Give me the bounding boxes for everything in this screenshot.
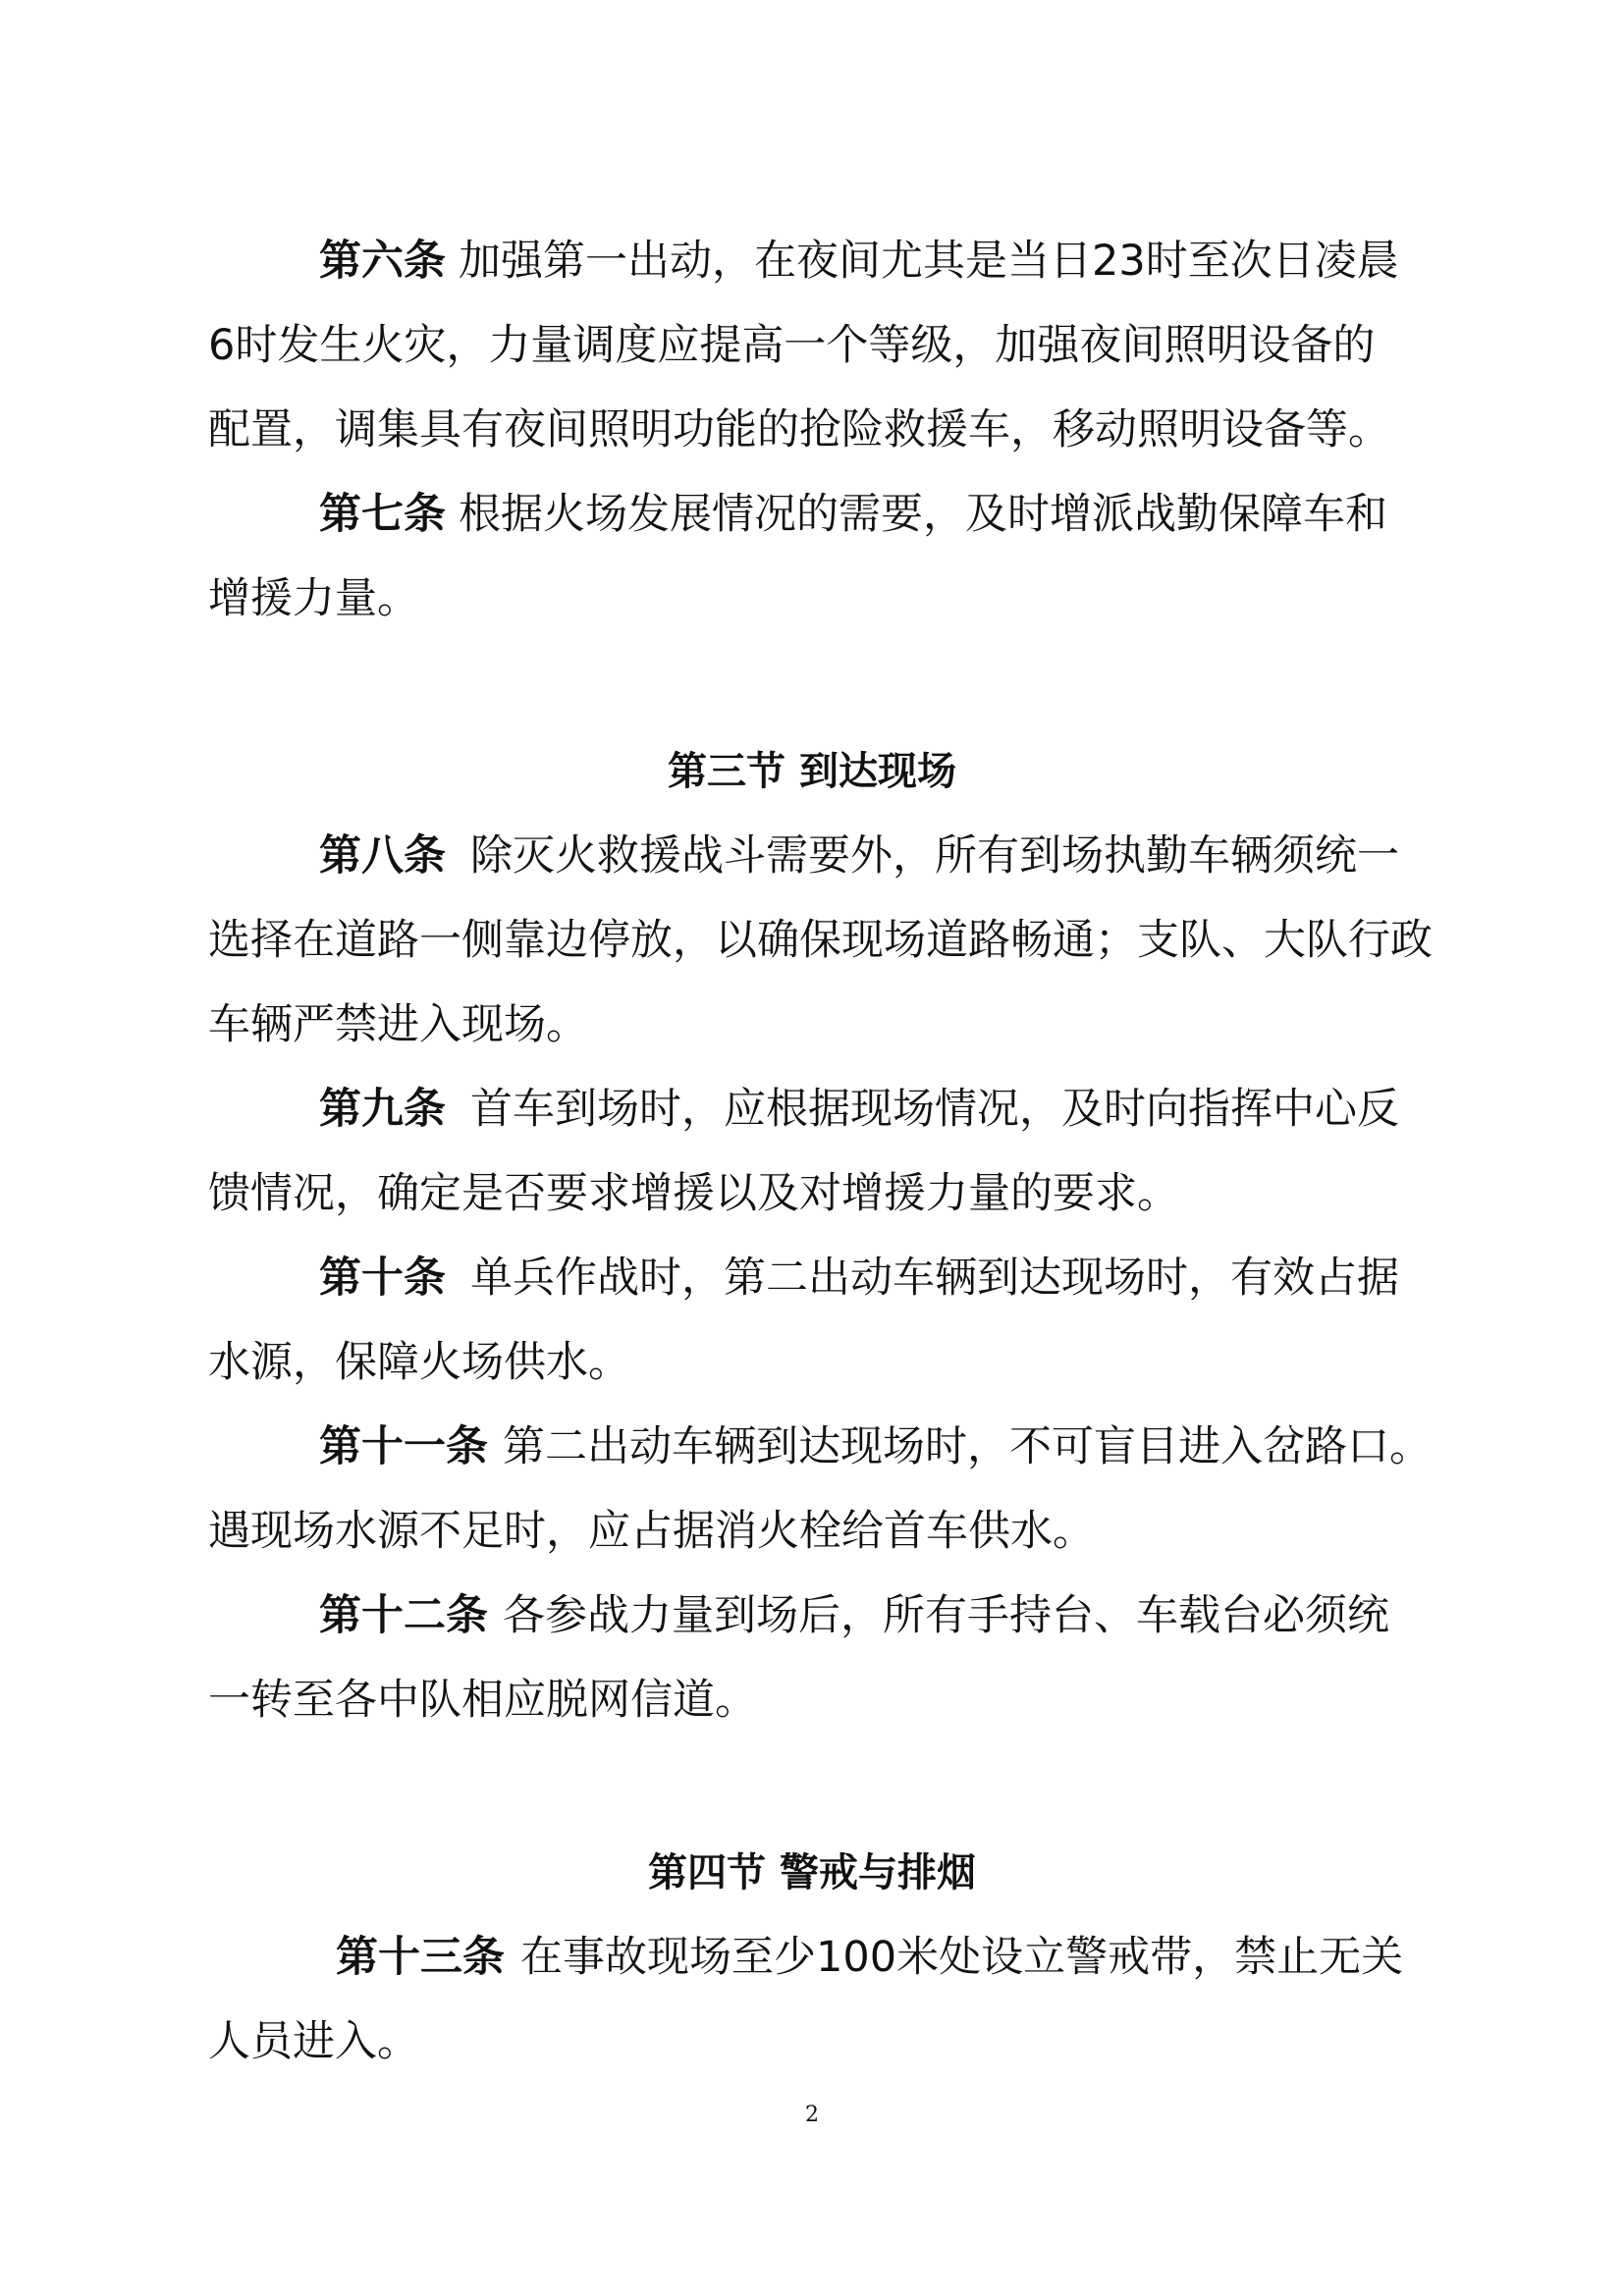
article-9-text-2: 馈情况，确定是否要求增援以及对增援力量的要求。: [208, 1169, 1179, 1218]
article-10-label: 第十条: [319, 1254, 446, 1303]
article-10-text-2: 水源，保障火场供水。: [208, 1338, 630, 1387]
article-6-label: 第六条: [319, 237, 446, 286]
article-12-line-1: [0, 1586, 1624, 1645]
article-12-line-2: [0, 1671, 1624, 1730]
article-9-line-2: [0, 1164, 1624, 1223]
article-6-text-3: 配置，调集具有夜间照明功能的抢险救援车，移动照明设备等。: [208, 405, 1390, 454]
article-8-label: 第八条: [319, 831, 446, 881]
article-11-text-2: 遇现场水源不足时，应占据消火栓给首车供水。: [208, 1507, 1095, 1556]
article-13-label: 第十三条: [336, 1933, 505, 1982]
article-11-line-2: [0, 1502, 1624, 1561]
article-12-label: 第十二条: [319, 1591, 488, 1640]
article-9-text-1: 首车到场时，应根据现场情况，及时向指挥中心反: [470, 1085, 1399, 1134]
article-7-line-2: [0, 569, 1624, 628]
article-10-line-1: [0, 1249, 1624, 1308]
article-8-text-2: 选择在道路一侧靠边停放，以确保现场道路畅通；支队、大队行政: [208, 916, 1433, 965]
article-8-line-2: [0, 911, 1624, 970]
article-9-label: 第九条: [319, 1085, 446, 1134]
article-6-line-2: [0, 316, 1624, 375]
article-8-line-3: [0, 995, 1624, 1054]
article-11-line-1: [0, 1417, 1624, 1476]
section-3-heading: 第三节 到达现场: [668, 749, 956, 794]
article-9-line-1: [0, 1080, 1624, 1139]
article-7-label: 第七条: [319, 490, 446, 539]
article-6-text-2: 6时发生火灾，力量调度应提高一个等级，加强夜间照明设备的: [208, 321, 1376, 370]
article-6-line-1: [0, 232, 1624, 291]
article-12-text-1: 各参战力量到场后，所有手持台、车载台必须统: [503, 1591, 1389, 1640]
article-13-text-1: 在事故现场至少100米处设立警戒带，禁止无关: [520, 1933, 1404, 1982]
article-10-line-2: [0, 1333, 1624, 1392]
article-10-text-1: 单兵作战时，第二出动车辆到达现场时，有效占据: [470, 1254, 1399, 1303]
page-number: 2: [805, 2103, 819, 2127]
article-6-text-1: 加强第一出动，在夜间尤其是当日23时至次日凌晨: [459, 237, 1399, 286]
article-8-line-1: [0, 827, 1624, 885]
article-13-text-2: 人员进入。: [208, 2017, 419, 2066]
article-6-line-3: [0, 400, 1624, 459]
article-7-line-1: [0, 485, 1624, 544]
article-8-text-3: 车辆严禁进入现场。: [208, 1000, 588, 1049]
article-13-line-2: [0, 2012, 1624, 2071]
article-7-text-2: 增援力量。: [208, 574, 419, 623]
article-11-label: 第十一条: [319, 1422, 488, 1471]
article-7-text-1: 根据火场发展情况的需要，及时增派战勤保障车和: [459, 490, 1387, 539]
article-11-text-1: 第二出动车辆到达现场时，不可盲目进入岔路口。: [503, 1422, 1432, 1471]
article-13-line-1: [0, 1928, 1624, 1987]
article-12-text-2: 一转至各中队相应脱网信道。: [208, 1676, 757, 1725]
article-8-text-1: 除灭火救援战斗需要外，所有到场执勤车辆须统一: [470, 831, 1399, 881]
section-4-heading: 第四节 警戒与排烟: [648, 1850, 976, 1896]
